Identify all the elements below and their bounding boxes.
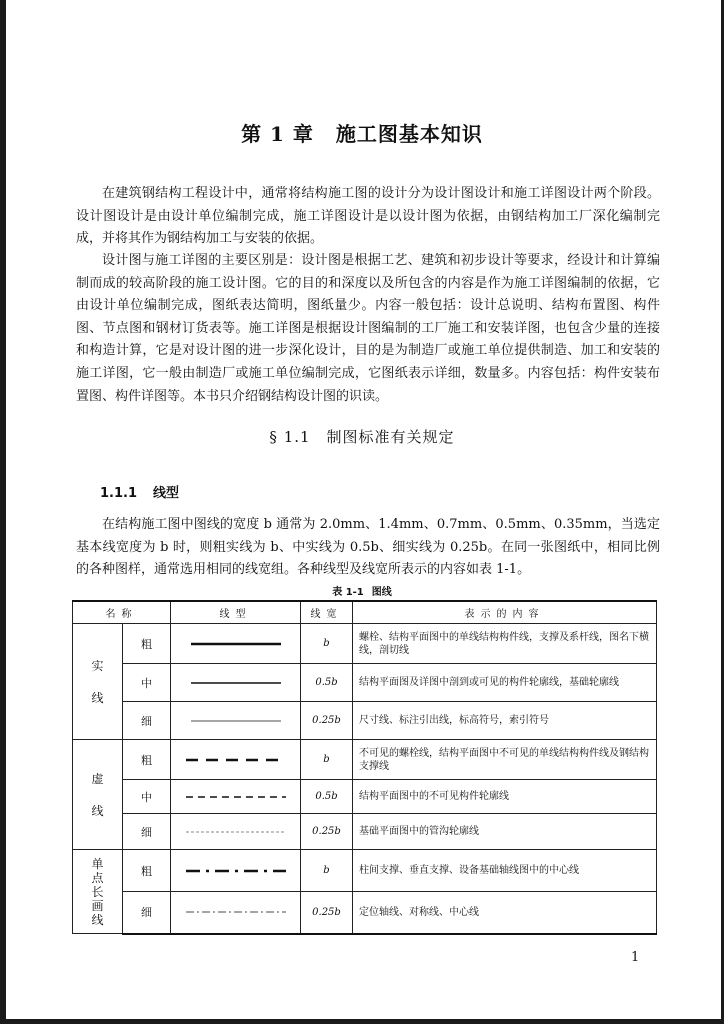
table-header-row xyxy=(73,601,657,624)
line-weight: 细 xyxy=(123,702,171,740)
line-type-table xyxy=(72,600,657,935)
line-weight: 中 xyxy=(123,780,171,814)
scan-edge-left xyxy=(0,0,6,1024)
table-caption xyxy=(0,583,724,598)
line-width: 0.5b xyxy=(301,780,353,814)
line-sample-svg xyxy=(191,679,281,687)
table-name: 图线 xyxy=(371,587,392,598)
paragraph-1: 在建筑钢结构工程设计中，通常将结构施工图的设计分为设计图设计和施工详图设计两个阶段。设计图设计是由设计单位编制完成，施工详图设计是以设计图为依据，由钢结构加工厂深化编制完成，并将其作为钢结构加工与安装的依据。 xyxy=(76,186,660,247)
chapter-name: 施工图基本知识 xyxy=(335,122,483,146)
line-description: 基础平面图中的管沟轮廓线 xyxy=(353,814,657,850)
line-sample-solid-thin xyxy=(171,702,301,740)
line-width: b xyxy=(301,850,353,892)
line-sample-dashed-thick xyxy=(171,740,301,780)
line-weight: 粗 xyxy=(123,850,171,892)
header-width: 线宽 xyxy=(301,601,353,624)
line-sample-dashed-thin xyxy=(171,814,301,850)
subsection-name: 线型 xyxy=(153,486,180,501)
line-description: 尺寸线、标注引出线，标高符号，索引符号 xyxy=(353,702,657,740)
line-description: 结构平面图及详图中剖到或可见的构件轮廓线，基础轮廓线 xyxy=(353,664,657,702)
line-sample-dashdot-thick xyxy=(171,850,301,892)
line-description: 螺栓、结构平面图中的单线结构构件线，支撑及系杆线，图名下横线，剖切线 xyxy=(353,624,657,664)
table-row xyxy=(73,740,657,780)
line-description: 不可见的螺栓线，结构平面图中不可见的单线结构构件线及钢结构支撑线 xyxy=(353,740,657,780)
header-name: 名称 xyxy=(73,601,171,624)
line-weight: 中 xyxy=(123,664,171,702)
table-row xyxy=(73,814,657,850)
line-sample-svg xyxy=(186,756,286,764)
line-sample-svg xyxy=(186,793,286,801)
line-description: 柱间支撑、垂直支撑、设备基础轴线图中的中心线 xyxy=(353,850,657,892)
table-row xyxy=(73,624,657,664)
subsection-title xyxy=(100,482,179,501)
chapter-title xyxy=(0,118,724,147)
line-description: 定位轴线、对称线、中心线 xyxy=(353,892,657,934)
line-width: 0.5b xyxy=(301,664,353,702)
line-width: b xyxy=(301,624,353,664)
page-number: 1 xyxy=(631,950,640,965)
category-solid: 实 线 xyxy=(73,624,123,740)
paragraph-2: 设计图与施工详图的主要区别是：设计图是根据工艺、建筑和初步设计等要求，经设计和计算编制而成的较高阶段的施工设计图。它的目的和深度以及所包含的内容是作为施工详图编制的依据，它由设计单位编制完成，图纸表达简明，图纸量少。内容一般包括：设计总说明、结构布置图、构件图、节点图和钢材订货表等。施工详图是根据设计图编制的工厂施工和安装详图，也包含少量的连接和构造计算，它是对设计图的进一步深化设计，目的是为制造厂或施工单位提供制造、加工和安装的施工详图，它一般由制造厂或施工单位编制完成，它图纸表示详细，数量多。内容包括：构件安装布置图、构件详图等。本书只介绍钢结构设计图的识读。 xyxy=(76,253,660,404)
line-sample-solid-medium xyxy=(171,664,301,702)
section-number: § 1.1 xyxy=(269,428,311,446)
line-weight: 粗 xyxy=(123,740,171,780)
line-sample-svg xyxy=(186,867,286,875)
category-dashed: 虚 线 xyxy=(73,740,123,850)
line-sample-dashdot-thin xyxy=(171,892,301,934)
line-sample-dashed-medium xyxy=(171,780,301,814)
table-row xyxy=(73,780,657,814)
line-sample-svg xyxy=(191,717,281,725)
line-weight: 细 xyxy=(123,892,171,934)
line-sample-svg xyxy=(186,828,286,836)
scan-edge-bottom xyxy=(0,1019,724,1024)
table-row xyxy=(73,850,657,892)
line-width: 0.25b xyxy=(301,814,353,850)
header-meaning: 表示的内容 xyxy=(353,601,657,624)
line-sample-solid-thick xyxy=(171,624,301,664)
table-row xyxy=(73,892,657,934)
category-dash-dot: 单 点 长 画 线 xyxy=(73,850,123,934)
section-name: 制图标准有关规定 xyxy=(326,428,455,446)
table-row xyxy=(73,702,657,740)
line-width: 0.25b xyxy=(301,892,353,934)
line-width: 0.25b xyxy=(301,702,353,740)
section-title xyxy=(0,426,724,447)
chapter-number: 第 1 章 xyxy=(241,122,314,146)
line-description: 结构平面图中的不可见构件轮廓线 xyxy=(353,780,657,814)
table-row xyxy=(73,664,657,702)
subsection-number: 1.1.1 xyxy=(100,486,138,501)
line-sample-svg xyxy=(186,908,286,916)
header-style: 线型 xyxy=(171,601,301,624)
line-weight: 粗 xyxy=(123,624,171,664)
paragraph-3: 在结构施工图中图线的宽度 b 通常为 2.0mm、1.4mm、0.7mm、0.5mm、0.35mm，当选定基本线宽度为 b 时，则粗实线为 b、中实线为 0.5b、细实线为 0.25b。在同一张图纸中，相同比例的各种图样，通常选用相同的线宽组。各种线型及线宽所表示的内容如表 1-1。 xyxy=(76,517,660,578)
line-sample-svg xyxy=(191,640,281,648)
table-number: 表 1-1 xyxy=(332,587,364,598)
line-weight: 细 xyxy=(123,814,171,850)
line-width: b xyxy=(301,740,353,780)
